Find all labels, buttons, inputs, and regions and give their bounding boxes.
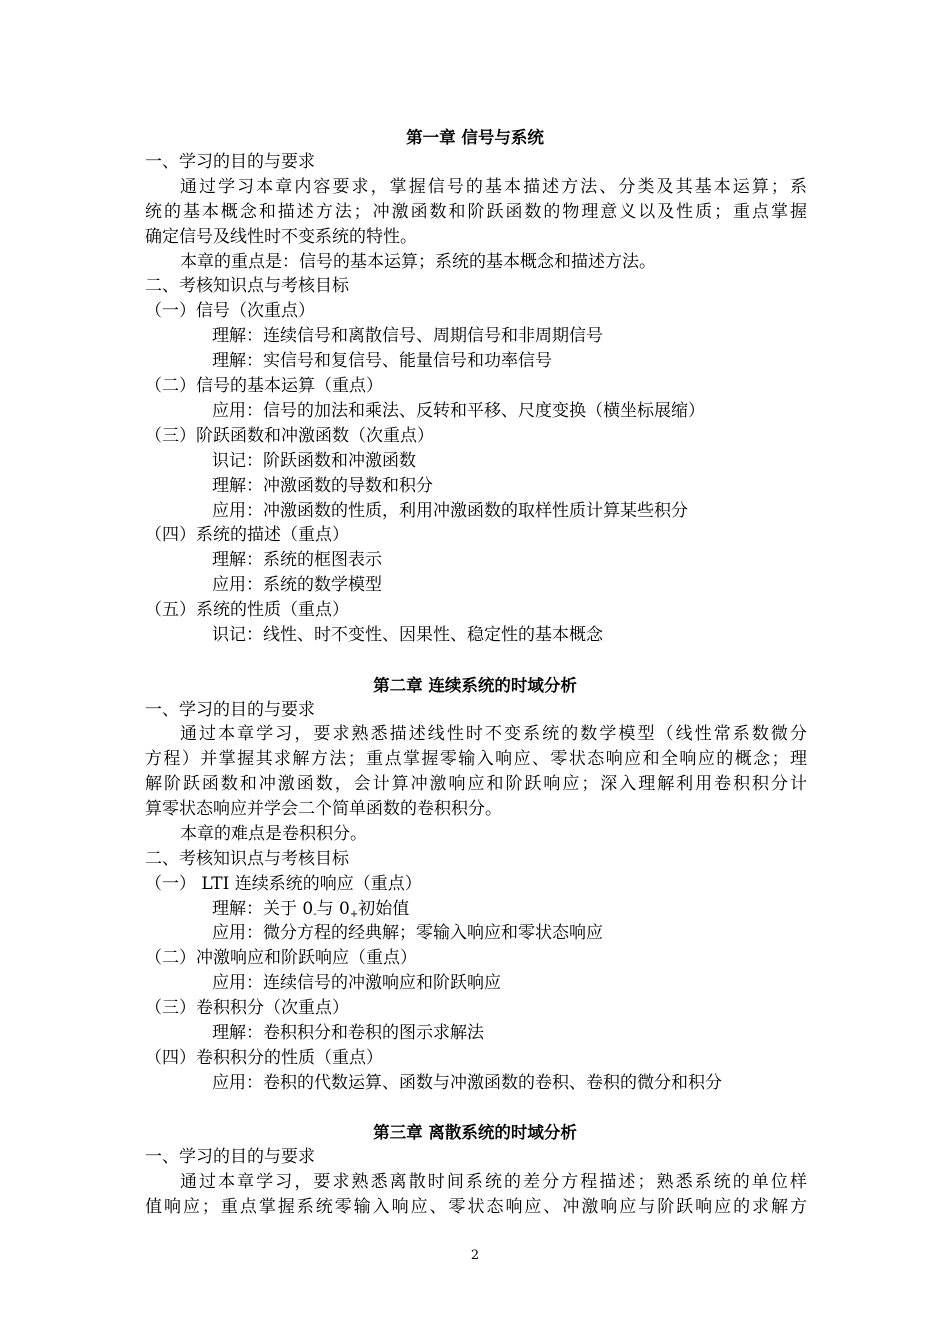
ch2-item-text: 与 0 (316, 899, 350, 919)
ch2-section-1-heading: 一、学习的目的与要求 (145, 700, 315, 720)
ch2-item-heading: （一） LTI 连续系统的响应（重点） (145, 874, 422, 894)
ch1-item-heading: （二）信号的基本运算（重点） (145, 376, 383, 396)
ch1-item: 识记：阶跃函数和冲激函数 (212, 451, 416, 471)
ch1-paragraph-line: 统的基本概念和描述方法；冲激函数和阶跃函数的物理意义以及性质；重点掌握 (145, 202, 807, 222)
ch1-key-points: 本章的重点是：信号的基本运算；系统的基本概念和描述方法。 (180, 252, 656, 272)
ch1-item-heading: （四）系统的描述（重点） (145, 525, 349, 545)
ch2-item-heading: （三）卷积积分（次重点） (145, 998, 349, 1018)
ch1-item-heading: （三）阶跃函数和冲激函数（次重点） (145, 426, 434, 446)
ch1-item-heading: （一）信号（次重点） (145, 301, 315, 321)
chapter-1-title: 第一章 信号与系统 (406, 128, 544, 147)
ch1-item-heading: （五）系统的性质（重点） (145, 600, 349, 620)
ch2-paragraph-line: 通过本章学习，要求熟悉描述线性时不变系统的数学模型（线性常系数微分 (180, 724, 807, 744)
page-number: 2 (470, 1248, 480, 1263)
ch1-item: 理解：实信号和复信号、能量信号和功率信号 (212, 351, 552, 371)
ch1-section-1-heading: 一、学习的目的与要求 (145, 152, 315, 172)
ch1-paragraph-line: 通过学习本章内容要求，掌握信号的基本描述方法、分类及其基本运算；系 (180, 177, 807, 197)
ch1-item: 理解：系统的框图表示 (212, 550, 382, 570)
ch2-paragraph-line: 解阶跃函数和冲激函数，会计算冲激响应和阶跃响应；深入理解利用卷积积分计 (145, 774, 807, 794)
ch1-item: 应用：系统的数学模型 (212, 575, 382, 595)
ch2-paragraph-line: 方程）并掌握其求解方法；重点掌握零输入响应、零状态响应和全响应的概念；理 (145, 749, 807, 769)
ch1-paragraph-line: 确定信号及线性时不变系统的特性。 (145, 227, 417, 247)
ch2-paragraph-line: 算零状态响应并学会二个简单函数的卷积积分。 (145, 799, 502, 819)
minus-subscript: - (313, 909, 317, 920)
ch1-item: 理解：连续信号和离散信号、周期信号和非周期信号 (212, 326, 603, 346)
ch2-item: 理解：卷积积分和卷积的图示求解法 (212, 1023, 484, 1043)
ch3-section-1-heading: 一、学习的目的与要求 (145, 1147, 315, 1167)
ch3-paragraph-line: 通过本章学习，要求熟悉离散时间系统的差分方程描述；熟悉系统的单位样 (180, 1172, 807, 1192)
ch2-item-text: 理解：关于 0 (212, 899, 314, 919)
chapter-3-title: 第三章 离散系统的时域分析 (373, 1123, 577, 1142)
ch2-item-heading: （二）冲激响应和阶跃响应（重点） (145, 948, 417, 968)
ch2-difficulty: 本章的难点是卷积积分。 (180, 824, 367, 844)
ch2-item-heading: （四）卷积积分的性质（重点） (145, 1048, 383, 1068)
ch1-item: 应用：冲激函数的性质，利用冲激函数的取样性质计算某些积分 (212, 501, 688, 521)
ch2-item-text: 初始值 (358, 899, 410, 919)
chapter-2-title: 第二章 连续系统的时域分析 (373, 676, 577, 695)
ch1-item: 理解：冲激函数的导数和积分 (212, 476, 433, 496)
ch1-item: 应用：信号的加法和乘法、反转和平移、尺度变换（横坐标展缩） (212, 401, 705, 421)
ch1-section-2-heading: 二、考核知识点与考核目标 (145, 276, 349, 296)
ch2-item: 应用：卷积的代数运算、函数与冲激函数的卷积、卷积的微分和积分 (212, 1073, 722, 1093)
ch2-section-2-heading: 二、考核知识点与考核目标 (145, 849, 349, 869)
plus-subscript: + (349, 909, 359, 920)
ch1-item: 识记：线性、时不变性、因果性、稳定性的基本概念 (212, 625, 603, 645)
ch3-paragraph-line: 值响应；重点掌握系统零输入响应、零状态响应、冲激响应与阶跃响应的求解方 (145, 1197, 807, 1217)
ch2-item: 应用：微分方程的经典解；零输入响应和零状态响应 (212, 923, 603, 943)
ch2-item: 应用：连续信号的冲激响应和阶跃响应 (212, 973, 501, 993)
